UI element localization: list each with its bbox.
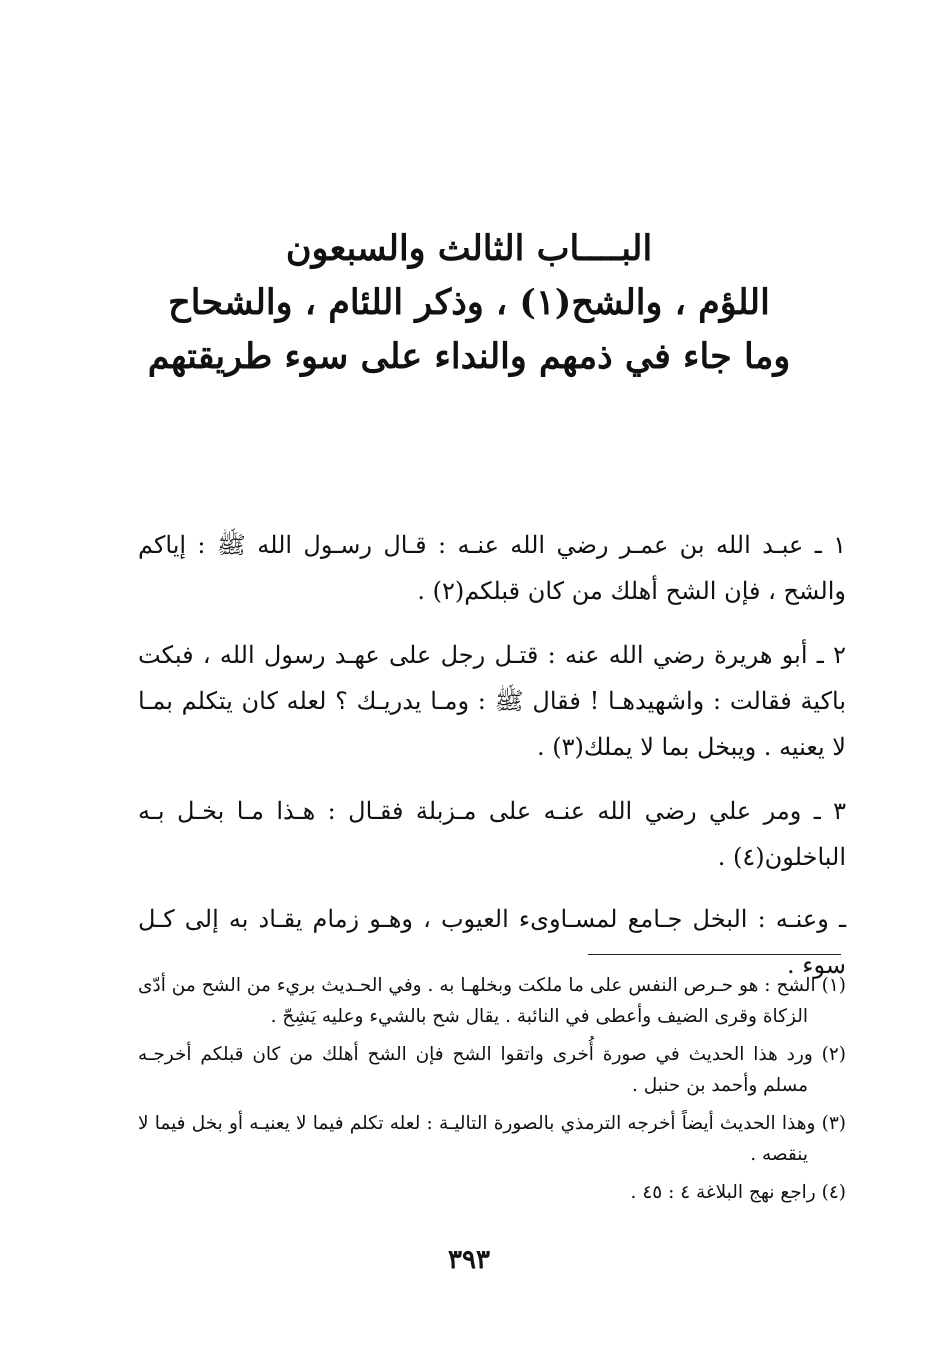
- body-text: [138, 522, 846, 1006]
- paragraph-4: ـ وعنـه : البخل جـامع لمسـاوىء العيوب ، وهـو زمام يقـاد به إلى كـل سوء .: [138, 905, 846, 979]
- paragraph-1: ١ ـ عبـد الله بن عمـر رضي الله عنـه : قـال رسـول الله ﷺ : إياكم والشح ، فإن الشح أهلك من كان قبلكم(٢) .: [138, 531, 846, 605]
- chapter-title-line-2: وما جاء في ذمهم والنداء على سوء طريقتهم: [147, 336, 791, 377]
- footnotes: [138, 970, 846, 1215]
- chapter-title-line-1: اللؤم ، والشح(١) ، وذكر اللئام ، والشحاح: [168, 282, 770, 323]
- chapter-number: البــــاب الثالث والسبعون: [285, 228, 653, 269]
- footnote-1: (١) الشح : هو حـرص النفس على ما ملكت وبخلهـا به . وفي الحـديث بريء من الشح من أدّى الزكاة وقرى الضيف وأعطى في النائبة . يقال شح بالشيء وعليه يَشِحّ .: [138, 975, 846, 1027]
- chapter-heading: [120, 222, 818, 384]
- footnote-3: (٣) وهذا الحديث أيضاً أخرجه الترمذي بالصورة التاليـة : لعله تكلم فيما لا يعنيـه أو بخل فيما لا ينقصه .: [138, 1113, 846, 1165]
- paragraph-2: ٢ ـ أبو هريرة رضي الله عنه : قتـل رجل على عهـد رسول الله ، فبكت باكية فقالت : واشهيدهـا ! فقال ﷺ : ومـا يدريـك ؟ لعله كان يتكلم بمـا لا يعنيه . ويبخل بما لا يملك(٣) .: [138, 641, 846, 761]
- footnote-separator: [588, 954, 841, 955]
- page-number: ٣٩٣: [448, 1245, 490, 1275]
- footnote-2: (٢) ورد هذا الحديث في صورة أُخرى واتقوا الشح فإن الشح أهلك من كان قبلكم أخرجـه مسلم وأحمد بن حنبل .: [138, 1044, 846, 1096]
- paragraph-3: ٣ ـ ومر علي رضي الله عنـه على مـزبلة فقـال : هـذا مـا بخـل بـه الباخلون(٤) .: [138, 797, 846, 871]
- footnote-4: (٤) راجع نهج البلاغة ٤ : ٤٥ .: [630, 1182, 846, 1203]
